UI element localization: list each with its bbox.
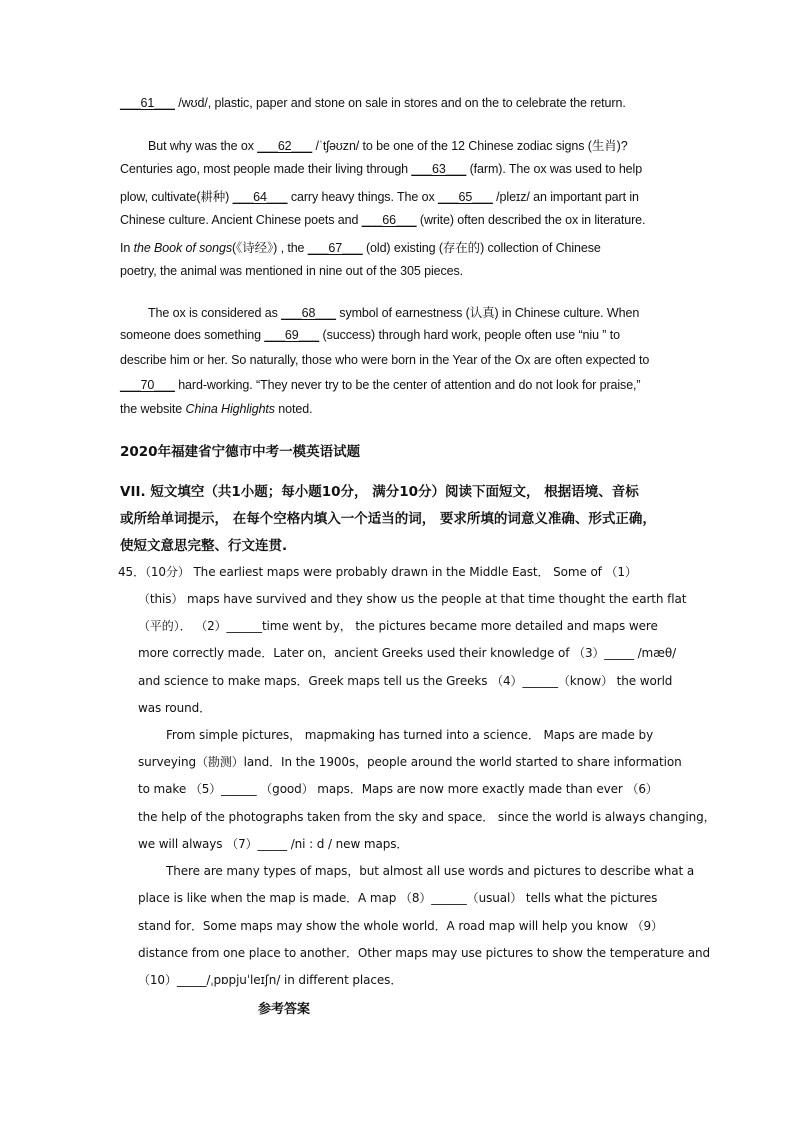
line-text: noted. [274,402,313,416]
book-title: the Book of songs [133,241,232,255]
passage-line [120,96,626,110]
question-line: and science to make maps．Greek maps tell us the Greeks （4）______（know） the world [138,674,673,688]
question-line: From simple pictures， mapmaking has turned into a science． Maps are made by [166,728,654,742]
blank-63: ___63___ [411,162,467,176]
passage-line [148,303,639,321]
line-text: plow, cultivate(耕种) [120,190,233,204]
question-line: was round． [138,701,212,715]
line-text: poetry, the animal was mentioned in nine out of the 305 pieces. [120,264,463,278]
line-text: Chinese culture. Ancient Chinese poets and [120,213,362,227]
passage-line [120,187,639,205]
line-text: But why was the ox [148,139,258,153]
line-text: describe him or her. So naturally, those who were born in the Year of the Ox are often expected to [120,353,650,367]
line-text: /wʊd/, plastic, paper and stone on sale in stores and on the to celebrate the return. [174,96,626,110]
passage-line [148,136,628,154]
line-text: (old) existing (存在的) collection of Chinese [362,241,601,255]
passage-line [120,213,645,227]
blank-69: ___69___ [264,328,320,342]
line-text: Centuries ago, most people made their living through [120,162,412,176]
line-text: hard-working. “They never try to be the center of attention and do not look for praise,” [174,378,641,392]
blank-70: ___70___ [120,378,175,392]
blank-64: ___64___ [232,190,288,204]
question-line: we will always （7）_____ /ni : d / new maps． [138,837,409,851]
line-text: someone does something [120,328,265,342]
question-line: 45．（10分） The earliest maps were probably drawn in the Middle East． Some of （1） [118,565,637,579]
line-text: carry heavy things. The ox [287,190,438,204]
question-line: surveying（勘测）land．In the 1900s，people around the world started to share information [138,755,682,769]
passage-line [120,264,463,278]
website-name: China Highlights [185,402,275,416]
question-line: （this） maps have survived and they show us the people at that time thought the earth flat [138,592,687,606]
line-text: (success) through hard work, people often use “niu ” to [319,328,620,342]
blank-66: ___66___ [361,213,417,227]
answer-title: 参考答案 [258,1002,311,1017]
line-text: symbol of earnestness (认真) in Chinese culture. When [335,306,640,320]
line-text: In [120,241,134,255]
line-text: the website [120,402,186,416]
passage-line [120,353,649,367]
line-text: (farm). The ox was used to help [466,162,643,176]
passage-line [120,238,601,256]
instructions-line-2: 或所给单词提示， 在每个空格内填入一个适当的词， 要求所填的词意义准确、形式正确， [120,511,656,527]
blank-62: ___62___ [257,139,313,153]
question-line: more correctly made．Later on，ancient Greeks used their knowledge of （3）_____ /mæθ/ [138,646,677,660]
question-line: （10）_____/ˌpɒpjuˈleɪʃn/ in different places． [138,973,403,987]
question-line: to make （5）______ （good） maps．Maps are now more exactly made than ever （6） [138,782,658,796]
question-line: the help of the photographs taken from the sky and space． since the world is always changing， [138,810,716,824]
instructions-line-1: VII. 短文填空（共1小题；每小题10分， 满分10分）阅读下面短文， 根据语境、音标 [120,484,639,500]
question-line: There are many types of maps，but almost all use words and pictures to describe what a [166,864,695,878]
question-line: place is like when the map is made．A map （8）______（usual） tells what the pictures [138,891,658,905]
line-text: (《诗经》) , the [231,241,308,255]
line-text: (write) often described the ox in literature. [416,213,646,227]
line-text: /ˈtʃəʊzn/ to be one of the 12 Chinese zodiac signs (生肖)? [312,139,628,153]
passage-line [120,402,312,416]
section-title: 2020年福建省宁德市中考一模英语试题 [120,444,361,460]
blank-61: ___61___ [120,96,175,110]
blank-67: ___67___ [307,241,363,255]
line-text: The ox is considered as [148,306,282,320]
question-line: distance from one place to another．Other maps may use pictures to show the temperature and [138,946,711,960]
blank-68: ___68___ [281,306,336,320]
passage-line [120,328,620,342]
passage-line [120,378,641,392]
passage-line [120,162,642,176]
question-line: stand for．Some maps may show the whole world．A road map will help you know （9） [138,919,663,933]
line-text: /pleɪz/ an important part in [492,190,639,204]
blank-65: ___65___ [437,190,493,204]
question-line: （平的）． （2）______time went by， the pictures became more detailed and maps were [138,619,658,633]
instructions-line-3: 使短文意思完整、行文连贯. [120,538,288,554]
